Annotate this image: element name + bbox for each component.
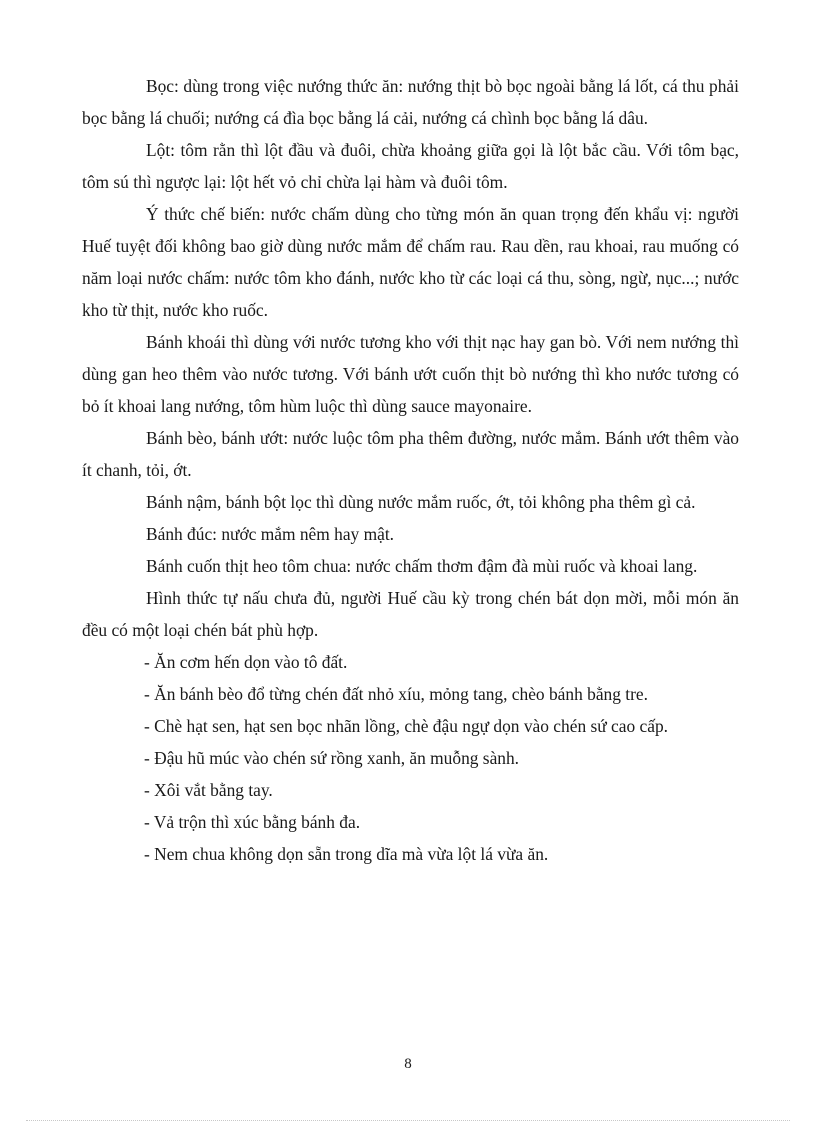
- paragraph-banh-nam: Bánh nậm, bánh bột lọc thì dùng nước mắm ruốc, ớt, tỏi không pha thêm gì cả.: [146, 492, 696, 512]
- list-item: - Nem chua không dọn sẵn trong dĩa mà vừa lột lá vừa ăn.: [144, 844, 549, 864]
- paragraph-banh-beo: Bánh bèo, bánh ướt: nước luộc tôm pha thêm đường, nước mắm. Bánh ướt thêm vào ít chanh, tỏi, ớt.: [82, 428, 739, 480]
- paragraph-banh-cuon: Bánh cuốn thịt heo tôm chua: nước chấm thơm đậm đà mùi ruốc và khoai lang.: [146, 556, 698, 576]
- paragraph-boc: Bọc: dùng trong việc nướng thức ăn: nướng thịt bò bọc ngoài bằng lá lốt, cá thu phải bọc bằng lá chuối; nướng cá đìa bọc bằng lá cải, nướng cá chình bọc bằng lá dâu.: [82, 76, 739, 128]
- paragraph-banh-duc: Bánh đúc: nước mắm nêm hay mật.: [146, 524, 395, 544]
- list-item: - Ăn cơm hến dọn vào tô đất.: [144, 652, 348, 672]
- list-item: - Vả trộn thì xúc bằng bánh đa.: [144, 812, 361, 832]
- list-item: - Chè hạt sen, hạt sen bọc nhãn lồng, chè đậu ngự dọn vào chén sứ cao cấp.: [144, 716, 668, 736]
- paragraph-y-thuc-che-bien: Ý thức chế biến: nước chấm dùng cho từng món ăn quan trọng đến khẩu vị: người Huế tuyệt đối không bao giờ dùng nước mắm để chấm rau. Rau dền, rau khoai, rau muống có năm loại nước chấm: nước tôm kho đánh, nước kho từ các loại cá thu, sòng, ngừ, nục...; nước kho từ thịt, nước kho ruốc.: [82, 204, 739, 320]
- page-bottom-border: [26, 1120, 790, 1121]
- paragraph-hinh-thuc: Hình thức tự nấu chưa đủ, người Huế cầu kỳ trong chén bát dọn mời, mỗi món ăn đều có một loại chén bát phù hợp.: [82, 588, 739, 640]
- list-item: - Đậu hũ múc vào chén sứ rồng xanh, ăn muỗng sành.: [144, 748, 520, 768]
- body-text: [82, 70, 739, 870]
- paragraph-lot: Lột: tôm rằn thì lột đầu và đuôi, chừa khoảng giữa gọi là lột bắc cầu. Với tôm bạc, tôm sú thì ngược lại: lột hết vỏ chỉ chừa lại hàm và đuôi tôm.: [82, 140, 739, 192]
- paragraph-banh-khoai: Bánh khoái thì dùng với nước tương kho với thịt nạc hay gan bò. Với nem nướng thì dùng gan heo thêm vào nước tương. Với bánh ướt cuốn thịt bò nướng thì kho nước tương có bỏ ít khoai lang nướng, tôm hùm luộc thì dùng sauce mayonaire.: [82, 332, 739, 416]
- page-number: 8: [404, 1056, 412, 1072]
- list-item: - Xôi vắt bằng tay.: [144, 780, 273, 800]
- list-item: - Ăn bánh bèo đổ từng chén đất nhỏ xíu, mỏng tang, chèo bánh bằng tre.: [144, 684, 648, 704]
